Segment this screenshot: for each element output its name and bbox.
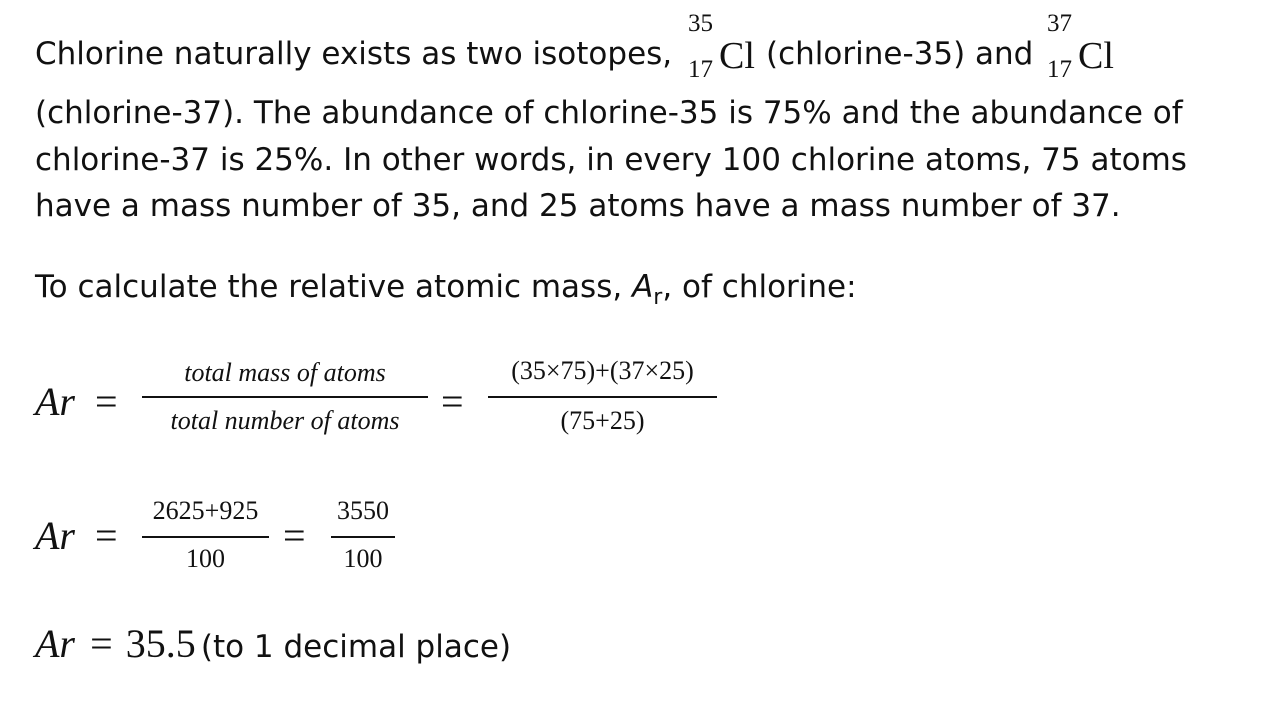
eq2-equals-1: = xyxy=(95,513,118,558)
eq2-fraction-2 xyxy=(331,496,395,574)
mass-number: 35 xyxy=(688,10,713,37)
calc-intro-text: To calculate the relative atomic mass, xyxy=(35,269,623,305)
ar-symbol: A xyxy=(632,269,654,305)
eq2-fraction-1 xyxy=(142,496,269,574)
calc-intro-text-after: , of chlorine: xyxy=(662,269,857,305)
chlorine-37-notation xyxy=(1045,0,1125,90)
eq3-note: (to 1 decimal place) xyxy=(200,629,512,665)
fraction-denominator: 100 xyxy=(343,544,383,573)
eq1-lhs: Ar xyxy=(35,379,75,424)
atomic-number: 17 xyxy=(1047,56,1072,83)
fraction-denominator: total number of atoms xyxy=(170,406,400,435)
eq3 xyxy=(35,620,511,667)
intro-line-1: Chlorine naturally exists as two isotopes, xyxy=(35,36,673,72)
eq1-equals-2: = xyxy=(441,379,464,424)
intro-line-3: chlorine-37 is 25%. In other words, in every 100 chlorine atoms, 75 atoms xyxy=(35,142,1187,178)
fraction-denominator: 100 xyxy=(186,544,225,573)
calc-intro xyxy=(35,269,857,310)
mass-number: 37 xyxy=(1047,10,1072,37)
eq3-equals: = xyxy=(90,621,113,666)
eq2-equals-2: = xyxy=(283,513,306,558)
eq2-lhs: Ar xyxy=(35,513,75,558)
ar-subscript: r xyxy=(653,285,663,311)
eq1-equals-1: = xyxy=(95,379,118,424)
eq3-value: 35.5 xyxy=(125,621,196,666)
eq1-fraction-2 xyxy=(488,356,717,436)
eq3-lhs: Ar xyxy=(35,621,75,666)
fraction-numerator: 2625+925 xyxy=(152,496,259,525)
element-symbol: Cl xyxy=(1078,35,1114,77)
intro-line-2: (chlorine-37). The abundance of chlorine-35 is 75% and the abundance of xyxy=(35,95,1183,131)
fraction-numerator: 3550 xyxy=(337,496,389,525)
fraction-denominator: (75+25) xyxy=(560,406,645,435)
eq1-fraction-1 xyxy=(142,358,428,436)
intro-line-4: have a mass number of 35, and 25 atoms have a mass number of 37. xyxy=(35,188,1121,224)
fraction-numerator: (35×75)+(37×25) xyxy=(511,356,694,385)
chlorine-35-notation xyxy=(686,0,766,90)
element-symbol: Cl xyxy=(719,35,755,77)
atomic-number: 17 xyxy=(688,56,713,83)
fraction-numerator: total mass of atoms xyxy=(184,358,386,387)
intro-isotope-1-label: (chlorine-35) and xyxy=(766,36,1034,72)
